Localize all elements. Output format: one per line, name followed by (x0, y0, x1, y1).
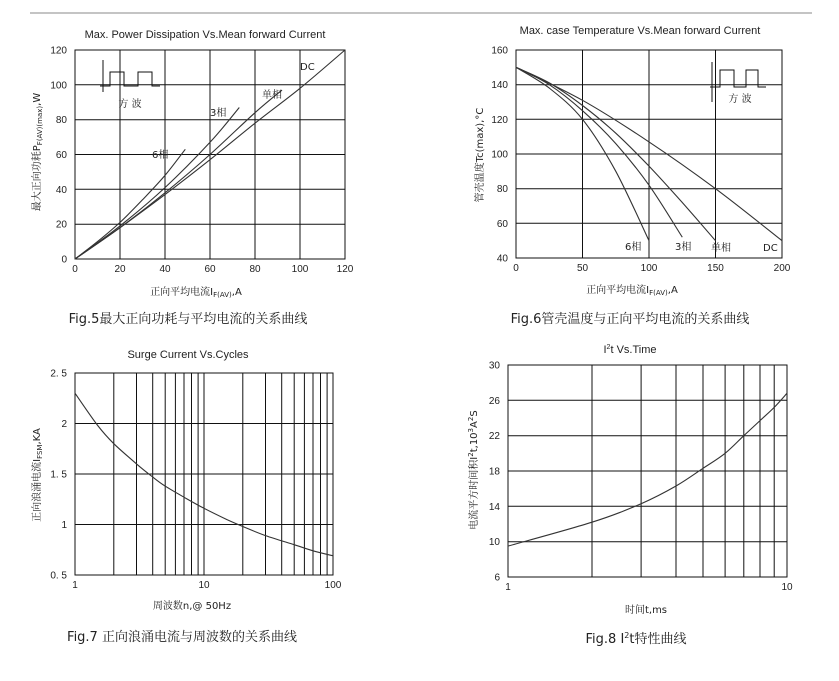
y-tick-label: 1. 5 (50, 469, 67, 481)
chart-power-dissipation (30, 29, 354, 327)
y-tick-label: 6 (494, 572, 500, 584)
x-tick-label: 1 (72, 580, 78, 591)
y-tick-label: 14 (488, 501, 500, 513)
x-axis-label: 正向平均电流$I_{F(AV)},A$ (586, 285, 678, 297)
x-tick-label: 100 (291, 264, 309, 275)
series-label-单相: 单相 (711, 243, 731, 254)
tick-labels (50, 369, 341, 592)
chart-surge-current (30, 349, 342, 645)
y-tick-label: 0 (61, 254, 67, 266)
y-axis-label: 最大正向功耗$P_{F(AV)(max)},W$ (32, 92, 44, 212)
square-wave-icon (100, 72, 160, 86)
x-axis-label: 周波数n,@ 50Hz (152, 601, 232, 612)
chart-i2t (467, 344, 793, 647)
y-axis-label: 电流平方时间积$I^2t,10^3A^2S$ (467, 410, 480, 530)
x-tick-label: 1 (505, 582, 511, 593)
y-axis-label: 正向浪涌电流$I_{FSM},KA$ (32, 428, 44, 522)
y-tick-label: 120 (491, 114, 508, 126)
x-axis-label: 正向平均电流$I_{F(AV)},A$ (150, 287, 242, 299)
x-tick-label: 60 (204, 264, 216, 275)
series-label-DC: DC (763, 243, 778, 254)
inset-label: 方 波 (118, 99, 142, 110)
series-label-3相: 3相 (675, 242, 692, 253)
x-tick-label: 0 (72, 264, 78, 275)
y-tick-label: 1 (61, 520, 67, 531)
y-tick-label: 140 (491, 80, 508, 92)
y-tick-label: 0. 5 (50, 570, 67, 582)
grid (516, 50, 782, 258)
x-tick-label: 20 (114, 264, 126, 275)
y-tick-label: 100 (491, 149, 508, 161)
x-tick-label: 0 (513, 263, 519, 274)
x-tick-label: 80 (249, 264, 261, 275)
y-tick-label: 26 (488, 395, 500, 407)
y-tick-label: 160 (491, 45, 508, 57)
grid (508, 365, 787, 577)
series-line-3相 (516, 67, 682, 237)
chart-case-temperature (473, 25, 791, 327)
series-line-6相 (75, 149, 185, 259)
y-tick-label: 80 (496, 184, 508, 196)
tick-labels (50, 46, 353, 276)
y-tick-label: 10 (488, 537, 500, 549)
x-tick-label: 40 (159, 264, 171, 275)
y-axis-label: 管壳温度Tc(max),°C (475, 107, 486, 203)
y-tick-label: 60 (55, 150, 67, 161)
y-tick-label: 40 (496, 253, 508, 265)
square-wave-inset (710, 62, 766, 105)
series-line-3相 (75, 108, 239, 260)
y-tick-label: 22 (488, 431, 500, 443)
y-tick-label: 80 (55, 115, 67, 127)
x-tick-label: 100 (324, 580, 342, 591)
series-label-6相: 6相 (152, 150, 169, 161)
y-tick-label: 2. 5 (50, 368, 67, 380)
x-axis-label: 时间t,ms (624, 605, 668, 616)
x-tick-label: 200 (773, 263, 791, 274)
series-label-单相: 单相 (262, 90, 282, 101)
y-tick-label: 2 (61, 419, 67, 430)
y-tick-label: 120 (50, 45, 67, 57)
y-tick-label: 20 (55, 219, 67, 231)
figure-caption: Fig.8 $I^2t$特性曲线 (585, 631, 687, 647)
x-tick-label: 50 (576, 263, 589, 274)
chart-title: $I^2t$ Vs.Time (603, 344, 657, 356)
figure-caption: Fig.6管壳温度与正向平均电流的关系曲线 (510, 312, 750, 327)
figure-caption: Fig.5最大正向功耗与平均电流的关系曲线 (68, 312, 308, 327)
series-label-3相: 3相 (210, 108, 227, 119)
y-tick-label: 100 (50, 80, 67, 92)
chart-title: Max. Power Dissipation Vs.Mean forward Current (84, 29, 326, 41)
inset-label: 方 波 (728, 94, 752, 105)
y-tick-label: 30 (488, 360, 500, 372)
chart-title: Max. case Temperature Vs.Mean forward Current (519, 25, 761, 37)
series-layer (508, 393, 787, 546)
y-tick-label: 60 (496, 218, 508, 230)
y-tick-label: 18 (488, 466, 500, 478)
series-label-DC: DC (300, 62, 315, 73)
figure-caption: Fig.7 正向浪涌电流与周波数的关系曲线 (67, 630, 297, 645)
x-tick-label: 10 (781, 582, 793, 593)
y-tick-label: 40 (55, 184, 67, 196)
chart-title: Surge Current Vs.Cycles (127, 349, 249, 361)
x-tick-label: 150 (707, 263, 724, 274)
series-label-6相: 6相 (625, 242, 642, 253)
series-line (508, 393, 787, 546)
x-tick-label: 10 (198, 580, 210, 591)
x-tick-label: 100 (640, 263, 658, 274)
x-tick-label: 120 (336, 264, 354, 275)
